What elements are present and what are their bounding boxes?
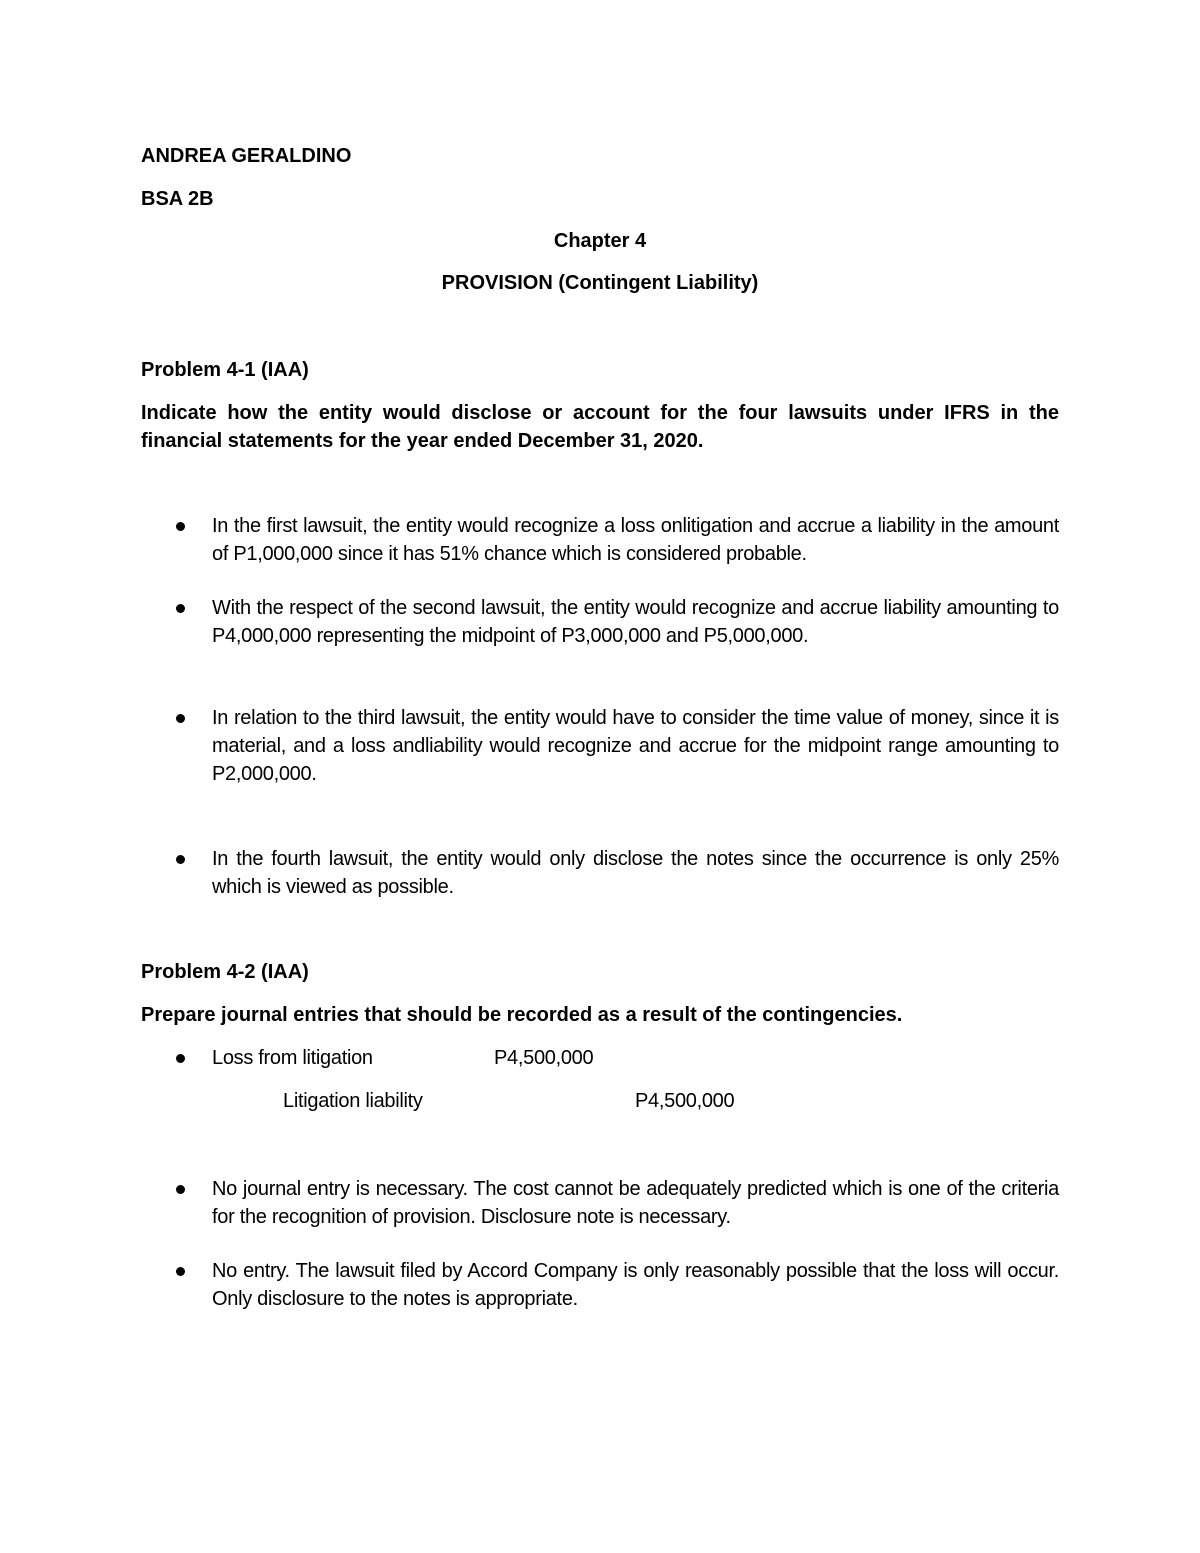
problem-2-instruction: Prepare journal entries that should be recorded as a result of the contingencies. xyxy=(141,1004,903,1026)
debit-account: Loss from litigation xyxy=(212,1047,373,1069)
chapter-title: Chapter 4 xyxy=(553,230,647,252)
bullet-text: With the respect of the second lawsuit, the entity would recognize and accrue liability amounting to P4,000,000 representing the midpoint of P3,000,000 and P5,000,000. xyxy=(212,597,1059,647)
problem-1-instruction: Indicate how the entity would disclose or account for the four lawsuits under IFRS in the financial statements for the year ended December 31, 2020. xyxy=(141,402,1059,452)
bullet-text: In the first lawsuit, the entity would recognize a loss onlitigation and accrue a liability in the amount of P1,000,000 since it has 51% chance which is considered probable. xyxy=(212,515,1059,565)
credit-account: Litigation liability xyxy=(283,1090,423,1112)
student-name: ANDREA GERALDINO xyxy=(141,145,352,167)
bullet-icon xyxy=(176,1267,185,1276)
credit-amount: P4,500,000 xyxy=(635,1090,735,1112)
student-section: BSA 2B xyxy=(141,188,214,210)
bullet-text: In relation to the third lawsuit, the entity would have to consider the time value of money, since it is material, and a loss andliability would recognize and accrue for the midpoint range amounting to P2,000,000. xyxy=(212,707,1059,785)
bullet-icon xyxy=(176,855,185,864)
bullet-icon xyxy=(176,1185,185,1194)
topic-title: PROVISION (Contingent Liability) xyxy=(441,272,759,294)
bullet-text: In the fourth lawsuit, the entity would only disclose the notes since the occurrence is only 25% which is viewed as possible. xyxy=(212,848,1059,898)
problem-2-title: Problem 4-2 (IAA) xyxy=(141,961,309,983)
bullet-icon xyxy=(176,604,185,613)
problem-1-title: Problem 4-1 (IAA) xyxy=(141,359,309,381)
bullet-icon xyxy=(176,522,185,531)
bullet-icon xyxy=(176,1054,185,1063)
bullet-text: No entry. The lawsuit filed by Accord Company is only reasonably possible that the loss will occur. Only disclosure to the notes is appropriate. xyxy=(212,1260,1059,1310)
debit-amount: P4,500,000 xyxy=(494,1047,594,1069)
bullet-icon xyxy=(176,714,185,723)
bullet-text: No journal entry is necessary. The cost cannot be adequately predicted which is one of the criteria for the recognition of provision. Disclosure note is necessary. xyxy=(212,1178,1059,1228)
